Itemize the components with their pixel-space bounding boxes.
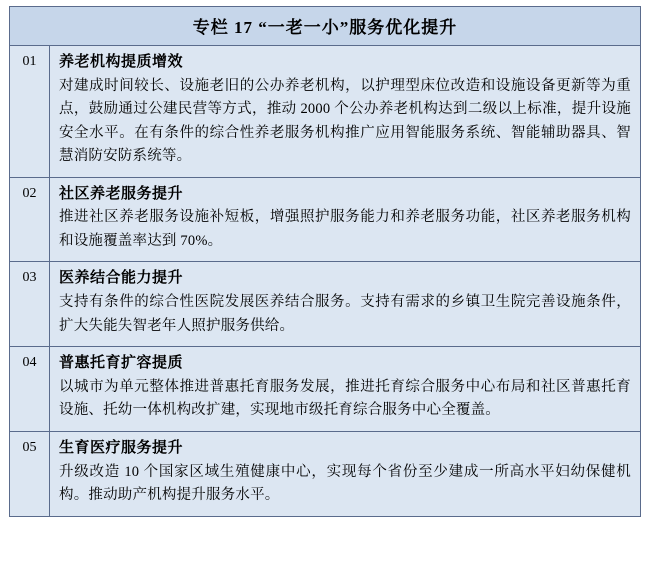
item-title: 生育医疗服务提升 [59,439,184,456]
row-content [50,432,640,516]
row-number: 02 [10,178,50,262]
box-title: 专栏 17 “一老一小”服务优化提升 [10,7,640,46]
table-row [10,347,640,432]
item-body: 推进社区养老服务设施补短板，增强照护服务能力和养老服务功能，社区养老服务机构和设施覆盖率达到 70%。 [59,209,631,249]
item-title: 普惠托育扩容提质 [59,355,184,372]
item-title: 养老机构提质增效 [59,54,184,70]
table-row [10,432,640,516]
item-body: 升级改造 10 个国家区域生殖健康中心，实现每个省份至少建成一所高水平妇幼保健机构。推动助产机构提升服务水平。 [59,463,631,504]
row-number: 01 [10,46,50,177]
item-body: 对建成时间较长、设施老旧的公办养老机构，以护理型床位改造和设施设备更新等为重点，鼓励通过公建民营等方式，推动 2000 个公办养老机构达到二级以上标准，提升设施安全水平。在有条件的综合性养老服务机构推广应用智能服务系统、智能辅助器具、智慧消防安防系统等。 [59,77,631,165]
table-row [10,46,640,178]
row-number: 05 [10,432,50,516]
item-title: 医养结合能力提升 [59,270,184,287]
item-title: 社区养老服务提升 [59,185,184,202]
item-body: 以城市为单元整体推进普惠托育服务发展，推进托育综合服务中心布局和社区普惠托育设施、托幼一体机构改扩建，实现地市级托育综合服务中心全覆盖。 [59,378,631,419]
item-body: 支持有条件的综合性医院发展医养结合服务。支持有需求的乡镇卫生院完善设施条件，扩大失能失智老年人照护服务供给。 [59,294,631,334]
row-content [50,262,640,346]
feature-box [9,6,641,517]
row-content [50,178,640,262]
table-row [10,178,640,263]
row-content [50,46,640,177]
row-content [50,347,640,431]
row-number: 03 [10,262,50,346]
table-row [10,262,640,347]
row-number: 04 [10,347,50,431]
